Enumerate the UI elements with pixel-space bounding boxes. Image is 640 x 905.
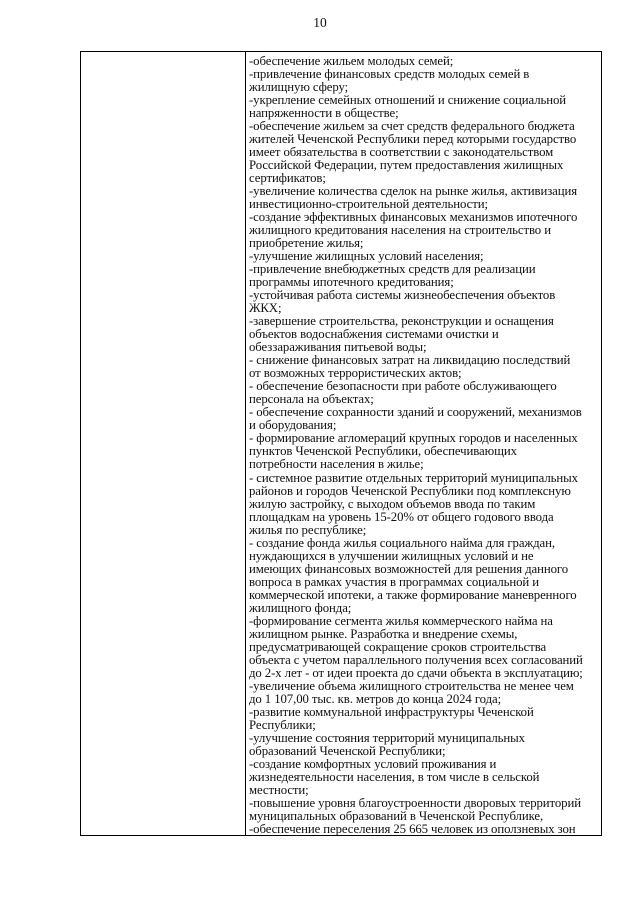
text-line: -улучшение жилищных условий населения; — [249, 249, 484, 264]
text-line: потребности населения в жилье; — [249, 457, 424, 472]
text-line: - обеспечение безопасности при работе обслуживающего — [249, 379, 557, 394]
text-line: жизнедеятельности населения, в том числе в сельской — [249, 769, 540, 784]
text-line: пунктов Чеченской Республики, обеспечивающих — [249, 444, 517, 459]
text-line: -привлечение финансовых средств молодых семей в — [249, 67, 530, 82]
text-line: инвестиционно-строительной деятельности; — [249, 197, 488, 212]
text-line: жилую застройку, с выходом объемов ввода по таким — [249, 496, 536, 511]
text-line: и оборудования; — [249, 418, 337, 433]
text-line: -повышение уровня благоустроенности дворовых территорий — [249, 795, 581, 810]
text-line: жилищного фонда; — [249, 600, 352, 615]
text-line: жителей Чеченской Республики перед которыми государство — [249, 132, 577, 147]
text-line: обеззараживания питьевой воды; — [249, 340, 427, 355]
text-line: местности; — [249, 782, 309, 797]
text-line: -создание комфортных условий проживания и — [249, 756, 497, 771]
text-line: персонала на объектах; — [249, 392, 374, 407]
text-line: - формирование агломераций крупных городов и населенных — [249, 431, 578, 446]
text-line: -улучшение состояния территорий муниципальных — [249, 730, 525, 745]
text-line: от возможных террористических актов; — [249, 366, 462, 381]
text-line: -развитие коммунальной инфраструктуры Чеченской — [249, 704, 534, 719]
text-line: -обеспечение жильем молодых семей; — [249, 54, 454, 68]
text-line: приобретение жилья; — [249, 236, 364, 251]
text-line: программы ипотечного кредитования; — [249, 275, 454, 290]
text-line: -устойчивая работа системы жизнеобеспечения объектов — [249, 288, 556, 303]
text-line: имеющих финансовых возможностей для решения данного — [249, 561, 569, 576]
text-line: - обеспечение сохранности зданий и сооружений, механизмов — [249, 405, 582, 420]
text-line: -привлечение внебюджетных средств для реализации — [249, 262, 536, 277]
text-line: сертификатов; — [249, 171, 326, 186]
text-line: до 1 107,00 тыс. кв. метров до конца 2024 года; — [249, 691, 502, 706]
text-line: Российской Федерации, путем предоставления жилищных — [249, 158, 564, 173]
page-number: 10 — [313, 15, 327, 30]
text-line: Республики; — [249, 717, 316, 732]
text-line: коммерческой ипотеки, а также формирование маневренного — [249, 587, 577, 602]
text-line: -увеличение объема жилищного строительства не менее чем — [249, 678, 574, 693]
text-line: муниципальных образований в Чеченской Республике, — [249, 808, 544, 823]
text-line: имеет обязательства в соответствии с законодательством — [249, 145, 554, 160]
text-line: -обеспечение переселения 25 665 человек из оползневых зон — [249, 821, 576, 835]
text-line: предусматривающей сокращение сроков строительства — [249, 639, 547, 654]
text-line: - системное развитие отдельных территорий муниципальных — [249, 470, 578, 485]
text-line: -создание эффективных финансовых механизмов ипотечного — [249, 210, 578, 225]
text-line: -увеличение количества сделок на рынке жилья, активизация — [249, 184, 578, 199]
text-line: -формирование сегмента жилья коммерческого найма на — [249, 613, 553, 628]
text-line: вопроса в рамках участия в программах социальной и — [249, 574, 540, 589]
text-line: площадкам на уровень 15-20% от общего годового ввода — [249, 509, 554, 524]
document-table — [80, 51, 602, 836]
table-right-cell — [247, 52, 601, 835]
text-line: -завершение строительства, реконструкции и оснащения — [249, 314, 554, 329]
text-line: ЖКХ; — [249, 301, 282, 316]
text-line: -укрепление семейных отношений и снижение социальной — [249, 93, 567, 108]
text-line: районов и городов Чеченской Республики под комплексную — [249, 483, 571, 498]
text-line: жилищного кредитования населения на строительство и — [249, 223, 551, 238]
text-line: объектов водоснабжения системами очистки и — [249, 327, 499, 342]
text-line: жилищном рынке. Разработка и внедрение схемы, — [249, 626, 518, 641]
text-line: до 2-х лет - от идеи проекта до сдачи объекта в эксплуатацию; — [249, 665, 583, 680]
text-line: напряженности в обществе; — [249, 106, 399, 121]
table-left-cell — [81, 52, 246, 835]
text-line: объекта с учетом параллельного получения всех согласований — [249, 652, 583, 667]
text-line: - снижение финансовых затрат на ликвидацию последствий — [249, 353, 571, 368]
text-line: жилья по республике; — [249, 522, 367, 537]
text-line: образований Чеченской Республики; — [249, 743, 446, 758]
text-line: нуждающихся в улучшении жилищных условий и не — [249, 548, 534, 563]
text-line: -обеспечение жильем за счет средств федерального бюджета — [249, 119, 575, 134]
text-line: жилищную сферу; — [249, 80, 349, 95]
text-line: - создание фонда жилья социального найма для граждан, — [249, 535, 555, 550]
